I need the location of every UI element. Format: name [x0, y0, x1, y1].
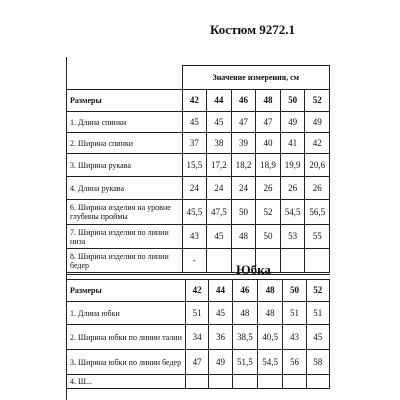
size-header-cell: 42 [182, 90, 207, 112]
size-chart-sheet [66, 57, 330, 400]
value-cell: 18,9 [256, 154, 281, 177]
value-cell: 51,5 [232, 350, 257, 375]
value-cell: 52 [256, 200, 281, 225]
value-cell: 43 [283, 325, 306, 350]
value-cell: 38 [207, 133, 232, 154]
value-cell: 51 [185, 302, 208, 325]
skirt-measurements-table [66, 279, 330, 389]
size-header-cell: 42 [185, 280, 208, 302]
table-row [67, 350, 330, 375]
value-cell: 19,9 [280, 154, 305, 177]
table-row [67, 200, 330, 225]
value-cell [185, 375, 208, 389]
value-cell: 56,5 [305, 200, 330, 225]
value-cell: 26 [280, 177, 305, 200]
value-cell: 26 [256, 177, 281, 200]
value-cell: 49 [280, 112, 305, 133]
value-cell [305, 249, 330, 273]
value-cell: - [182, 249, 207, 273]
value-cell: 45 [209, 302, 232, 325]
value-cell [207, 249, 232, 273]
value-cell: 51 [283, 302, 306, 325]
size-header-cell: 50 [283, 280, 306, 302]
sizes-header-row [67, 90, 330, 112]
value-cell: 26 [305, 177, 330, 200]
value-cell [257, 375, 282, 389]
value-cell: 37 [182, 133, 207, 154]
row-label: 3. Ширина рукава [67, 154, 183, 177]
caption-spacer-cell [67, 66, 183, 90]
value-cell: 49 [209, 350, 232, 375]
size-header-cell: 44 [207, 90, 232, 112]
table-row [67, 302, 330, 325]
value-cell: 47 [256, 112, 281, 133]
value-cell: 47 [185, 350, 208, 375]
value-cell: 40 [256, 133, 281, 154]
value-cell: 15,5 [182, 154, 207, 177]
caption-row [67, 66, 330, 90]
table-row [67, 225, 330, 249]
sizes-header-label: Размеры [67, 280, 186, 302]
size-header-cell: 50 [280, 90, 305, 112]
size-header-cell: 44 [209, 280, 232, 302]
jacket-measurements-table [66, 65, 330, 273]
skirt-section-title: Юбка [236, 262, 271, 277]
value-cell: 43 [182, 225, 207, 249]
value-cell: 24 [207, 177, 232, 200]
size-header-cell: 46 [232, 280, 257, 302]
value-cell [209, 375, 232, 389]
size-header-cell: 52 [306, 280, 329, 302]
table-row [67, 133, 330, 154]
value-cell [232, 375, 257, 389]
size-header-cell: 48 [257, 280, 282, 302]
value-cell: 47 [231, 112, 256, 133]
sizes-header-row [67, 280, 330, 302]
value-cell [306, 375, 329, 389]
row-label: 3. Ширина юбки по линии бедер [67, 350, 186, 375]
size-header-cell: 48 [256, 90, 281, 112]
table-row [67, 325, 330, 350]
table-row [67, 249, 330, 273]
size-header-cell: 52 [305, 90, 330, 112]
value-cell: 45,5 [182, 200, 207, 225]
value-cell: 48 [232, 302, 257, 325]
value-cell: 50 [231, 200, 256, 225]
row-label: 4. Ш... [67, 375, 186, 389]
value-cell: 56 [283, 350, 306, 375]
value-cell: 47,5 [207, 200, 232, 225]
value-cell: 51 [306, 302, 329, 325]
row-label: 1. Длина юбки [67, 302, 186, 325]
row-label: 2. Ширина юбки по линии талии [67, 325, 186, 350]
value-cell: 39 [231, 133, 256, 154]
value-cell: 40,5 [257, 325, 282, 350]
value-cell: 38,5 [232, 325, 257, 350]
value-cell: 24 [231, 177, 256, 200]
table-row [67, 375, 330, 389]
value-cell: 49 [305, 112, 330, 133]
value-cell: 34 [185, 325, 208, 350]
table-row [67, 154, 330, 177]
value-cell: 36 [209, 325, 232, 350]
value-cell: 42 [305, 133, 330, 154]
value-cell [283, 375, 306, 389]
value-cell: 41 [280, 133, 305, 154]
value-cell: 20,6 [305, 154, 330, 177]
value-cell: 24 [182, 177, 207, 200]
row-label: 8. Ширина изделия по линии бедер [67, 249, 183, 273]
value-cell: 45 [306, 325, 329, 350]
table-row [67, 177, 330, 200]
value-cell: 54,5 [280, 200, 305, 225]
value-cell: 45 [207, 112, 232, 133]
value-cell: 58 [306, 350, 329, 375]
section-divider [66, 274, 330, 275]
value-cell: 54,5 [257, 350, 282, 375]
value-cell: 50 [256, 225, 281, 249]
size-header-cell: 46 [231, 90, 256, 112]
row-label: 2. Ширина спинки [67, 133, 183, 154]
value-cell: 48 [231, 225, 256, 249]
row-label: 1. Длина спинки [67, 112, 183, 133]
measurement-caption: Значение измерения, см [182, 66, 329, 90]
value-cell [280, 249, 305, 273]
sizes-header-label: Размеры [67, 90, 183, 112]
row-label: 6. Ширина изделия на уровне глубины проймы [67, 200, 183, 225]
document-title: Костюм 9272.1 [210, 22, 296, 37]
value-cell: 17,2 [207, 154, 232, 177]
row-label: 4. Длина рукава [67, 177, 183, 200]
table-row [67, 112, 330, 133]
value-cell: 45 [207, 225, 232, 249]
value-cell: 55 [305, 225, 330, 249]
value-cell: 18,2 [231, 154, 256, 177]
value-cell: 45 [182, 112, 207, 133]
row-label: 7. Ширина изделия по линии низа [67, 225, 183, 249]
value-cell: 53 [280, 225, 305, 249]
value-cell: 48 [257, 302, 282, 325]
